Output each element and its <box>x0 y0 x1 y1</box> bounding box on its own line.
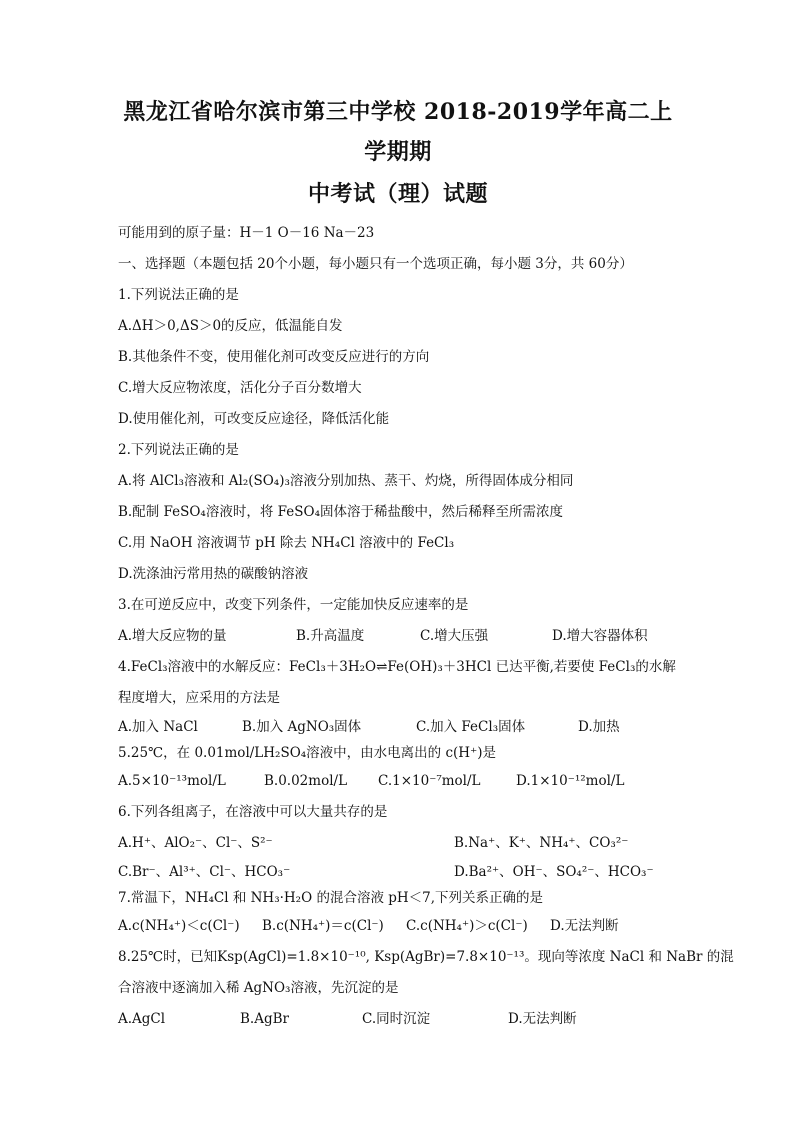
question-5-option-a: A.5×10⁻¹³mol/L <box>118 773 226 789</box>
question-5-options <box>118 766 678 797</box>
question-4-stem-line1: 4.FeCl₃溶液中的水解反应：FeCl₃＋3H₂O⇌Fe(OH)₃＋3HCl 已达平衡,若要使 FeCl₃的水解 <box>118 659 676 675</box>
question-4-options <box>118 714 678 740</box>
question-1-option-c: C.增大反应物浓度，活化分子百分数增大 <box>118 380 362 396</box>
question-8-options <box>118 1004 678 1035</box>
exam-title-line2: 中考试（理）试题 <box>307 181 488 207</box>
question-8-option-c: C.同时沉淀 <box>362 1011 431 1027</box>
question-2-option-c: C.用 NaOH 溶液调节 pH 除去 NH₄Cl 溶液中的 FeCl₃ <box>118 535 455 551</box>
exam-title-line1: 黑龙江省哈尔滨市第三中学校 2018-2019学年高二上学期期 <box>123 99 673 165</box>
question-2-option-b: B.配制 FeSO₄溶液时，将 FeSO₄固体溶于稀盐酸中，然后稀释至所需浓度 <box>118 504 563 520</box>
section-heading: 一、选择题（本题包括 20个小题，每小题只有一个选项正确，每小题 3分，共 60分） <box>118 256 633 272</box>
question-1-option-b: B.其他条件不变，使用催化剂可改变反应进行的方向 <box>118 349 430 365</box>
question-2-option-d: D.洗涤油污常用热的碳酸钠溶液 <box>118 566 309 582</box>
question-7-options <box>118 911 678 942</box>
question-3-option-a: A.增大反应物的量 <box>118 628 227 644</box>
exam-page <box>118 92 734 1035</box>
question-4-option-a: A.加入 NaCl <box>118 719 198 735</box>
question-2-option-a: A.将 AlCl₃溶液和 Al₂(SO₄)₃溶液分别加热、蒸干、灼烧，所得固体成分相同 <box>118 473 574 489</box>
question-1-stem: 1.下列说法正确的是 <box>118 287 239 303</box>
question-2-stem: 2.下列说法正确的是 <box>118 442 239 458</box>
question-8-option-b: B.AgBr <box>240 1011 289 1027</box>
question-4-stem-line2: 程度增大，应采用的方法是 <box>118 690 280 706</box>
question-6-option-d: D.Ba²⁺、OH⁻、SO₄²⁻、HCO₃⁻ <box>454 864 654 880</box>
question-4-option-d: D.加热 <box>578 719 620 735</box>
question-3-options <box>118 621 678 652</box>
question-3-option-d: D.增大容器体积 <box>552 628 648 644</box>
question-7-option-d: D.无法判断 <box>550 918 619 934</box>
question-8-option-d: D.无法判断 <box>508 1011 577 1027</box>
question-8-option-a: A.AgCl <box>118 1011 166 1027</box>
question-6-option-a: A.H⁺、AlO₂⁻、Cl⁻、S²⁻ <box>118 835 273 851</box>
question-5-stem: 5.25℃，在 0.01mol/LH₂SO₄溶液中，由水电离出的 c(H⁺)是 <box>118 745 496 761</box>
question-6-options-row1 <box>118 828 678 859</box>
question-8-stem-line1: 8.25℃时，已知Ksp(AgCl)=1.8×10⁻¹⁰, Ksp(AgBr)=7.8×10⁻¹³。现向等浓度 NaCl 和 NaBr 的混 <box>118 949 734 965</box>
question-7-stem: 7.常温下，NH₄Cl 和 NH₃·H₂O 的混合溶液 pH＜7,下列关系正确的是 <box>118 890 544 906</box>
question-6-option-b: B.Na⁺、K⁺、NH₄⁺、CO₃²⁻ <box>454 835 629 851</box>
question-1-option-a: A.ΔH＞0,ΔS＞0的反应，低温能自发 <box>118 318 343 334</box>
question-6-options-row2 <box>118 859 678 885</box>
question-6-stem: 6.下列各组离子，在溶液中可以大量共存的是 <box>118 804 388 820</box>
question-7-option-a: A.c(NH₄⁺)＜c(Cl⁻) <box>118 918 240 934</box>
question-8-stem-line2: 合溶液中逐滴加入稀 AgNO₃溶液，先沉淀的是 <box>118 980 399 996</box>
question-3-option-c: C.增大压强 <box>420 628 489 644</box>
question-7-option-c: C.c(NH₄⁺)＞c(Cl⁻) <box>406 918 528 934</box>
question-7-option-b: B.c(NH₄⁺)＝c(Cl⁻) <box>262 918 384 934</box>
question-5-option-c: C.1×10⁻⁷mol/L <box>378 773 481 789</box>
question-5-option-b: B.0.02mol/L <box>264 773 348 789</box>
question-4-option-b: B.加入 AgNO₃固体 <box>242 719 362 735</box>
question-4-option-c: C.加入 FeCl₃固体 <box>416 719 526 735</box>
question-1-option-d: D.使用催化剂，可改变反应途径，降低活化能 <box>118 411 390 427</box>
question-3-stem: 3.在可逆反应中，改变下列条件，一定能加快反应速率的是 <box>118 597 469 613</box>
question-3-option-b: B.升高温度 <box>296 628 365 644</box>
question-5-option-d: D.1×10⁻¹²mol/L <box>516 773 625 789</box>
question-6-option-c: C.Br⁻、Al³⁺、Cl⁻、HCO₃⁻ <box>118 864 291 880</box>
atomic-mass-note: 可能用到的原子量：H－1 O－16 Na－23 <box>118 225 375 241</box>
